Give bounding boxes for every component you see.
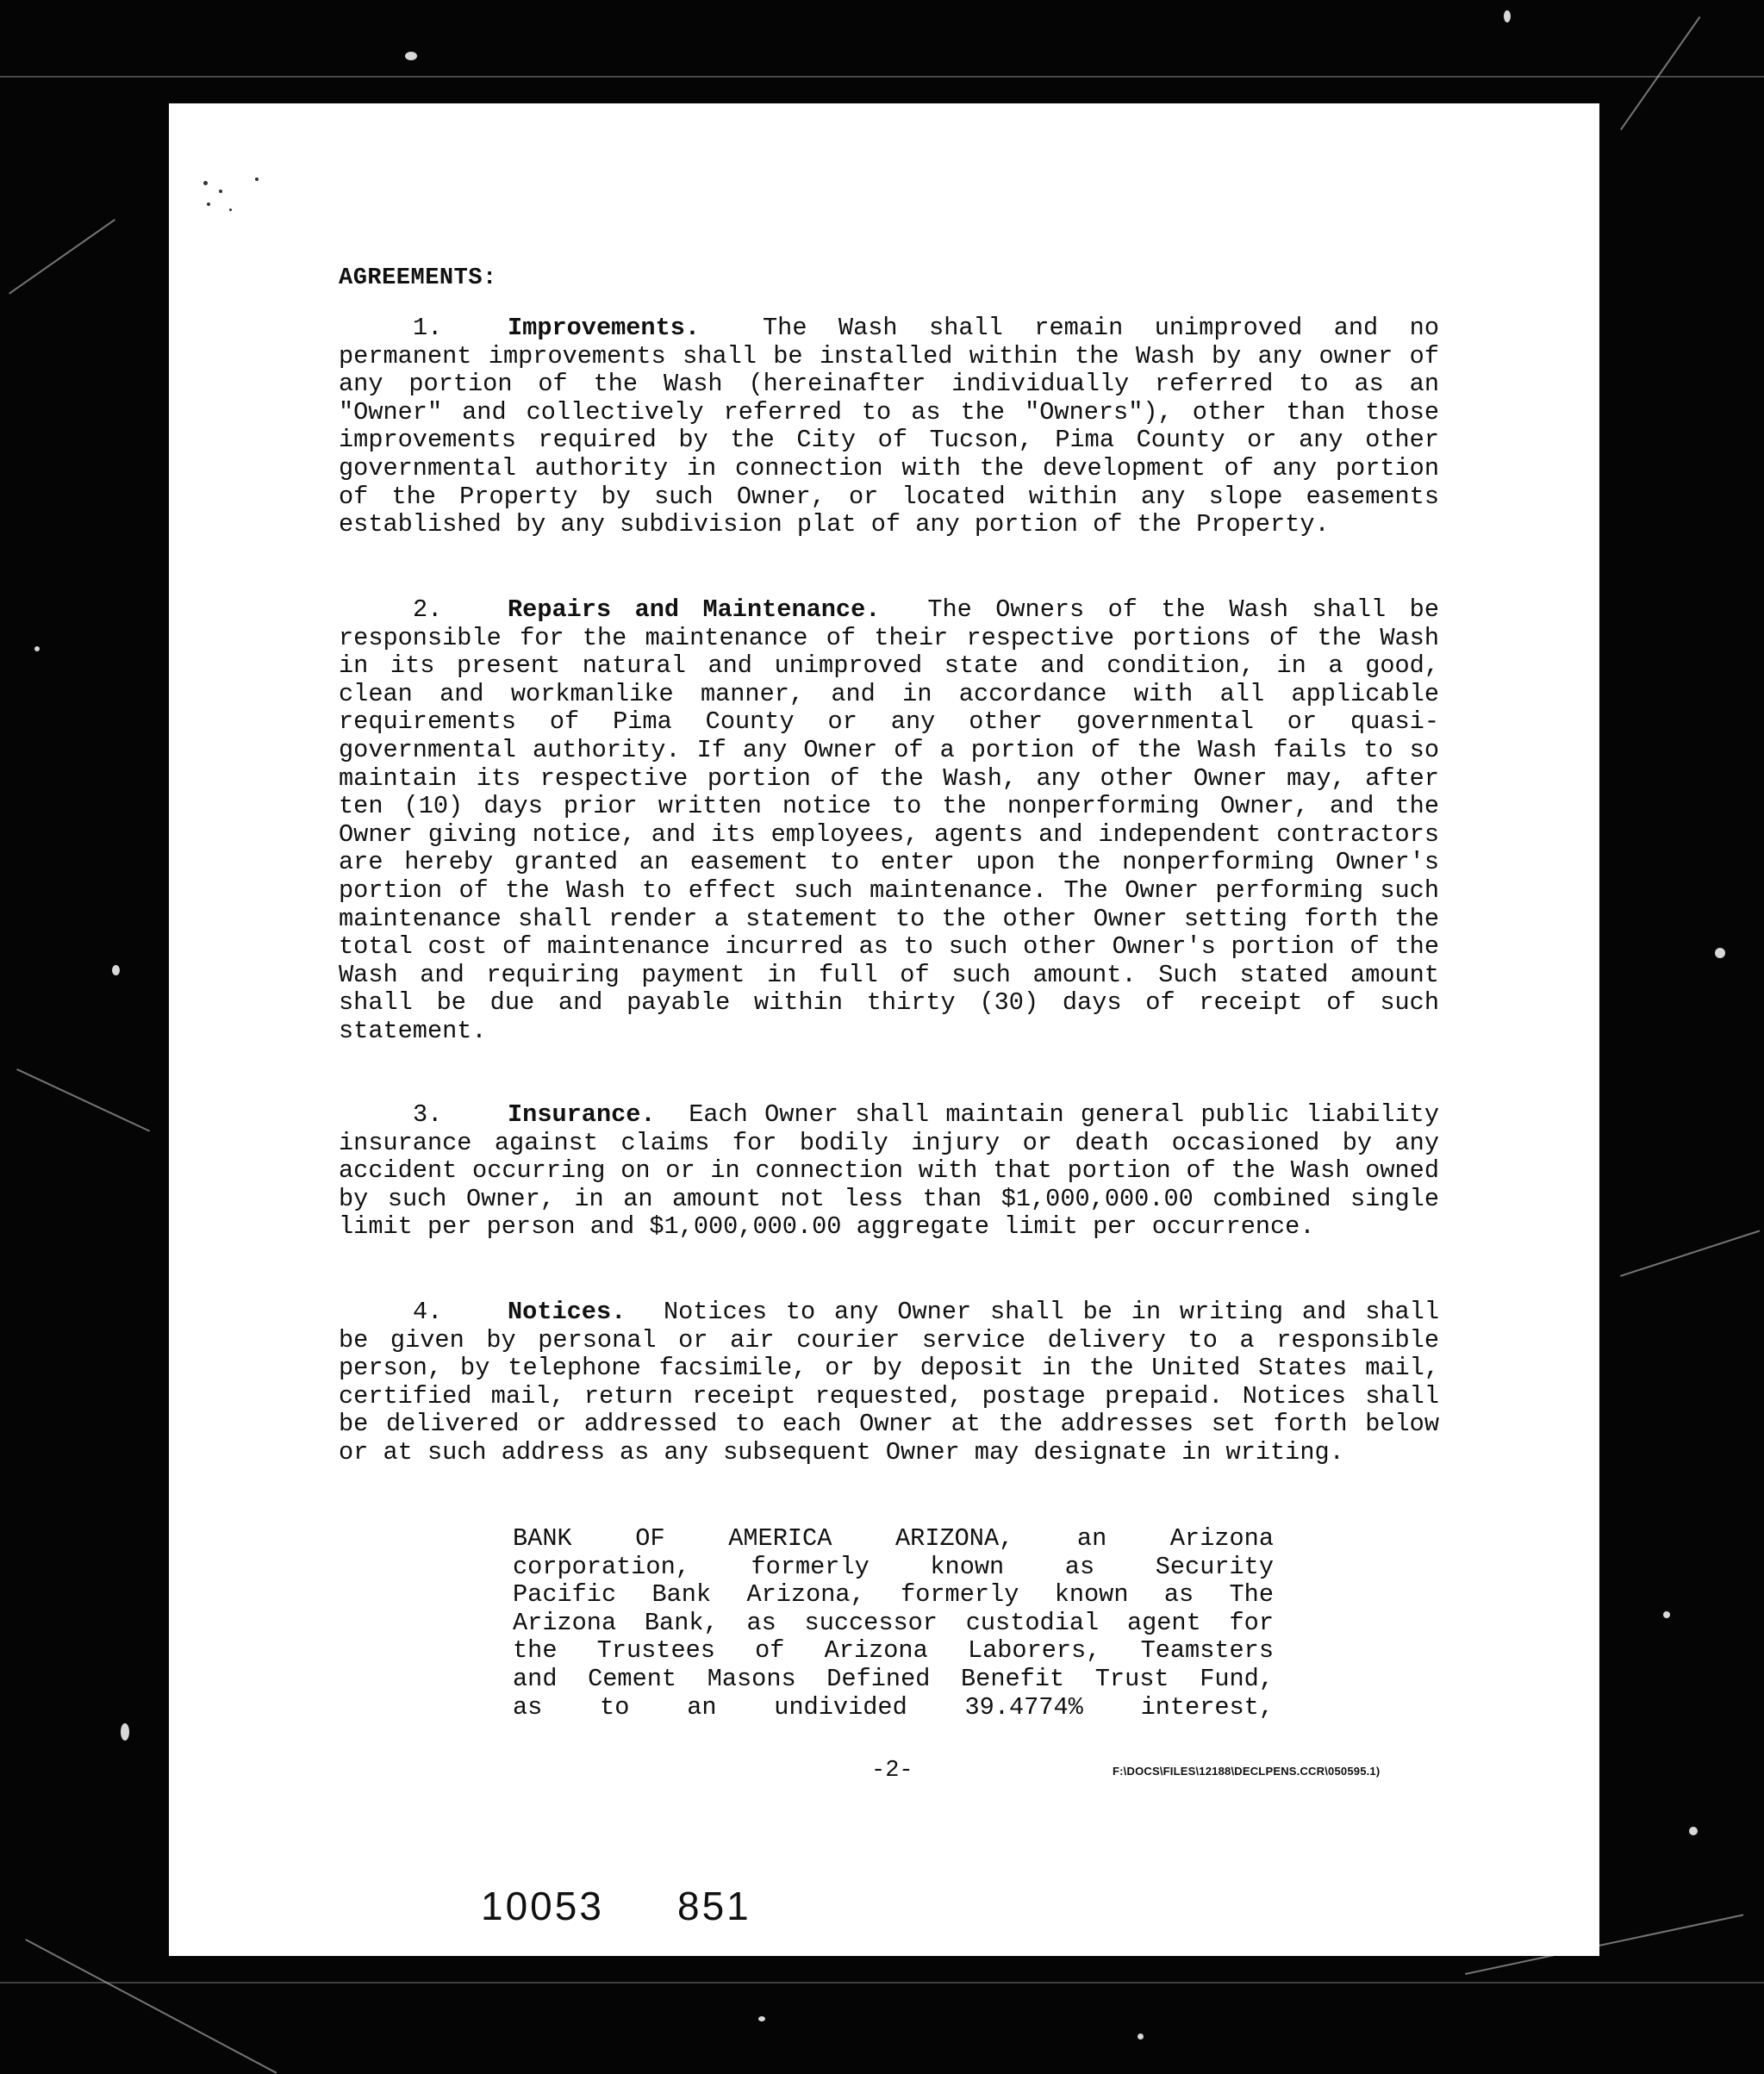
scan-speck [1504,10,1511,22]
section-title: Improvements. [508,314,701,342]
section-repairs-maintenance [339,596,1439,1046]
scan-scratch [1620,16,1700,130]
scan-speck [1138,2034,1144,2040]
address-line: the Trustees of Arizona Laborers, Teamsters [513,1636,1274,1666]
section-title: Repairs and Maintenance. [508,595,881,624]
page-speck [207,202,210,206]
scan-scratch [0,1982,1764,1984]
section-improvements [339,315,1439,539]
scan-scratch [1620,1230,1760,1276]
address-line: and Cement Masons Defined Benefit Trust Fund, [513,1664,1274,1693]
page-speck [255,178,259,181]
recording-stamp-book: 10053 [481,1884,604,1928]
scan-speck [758,2016,765,2021]
recording-stamp-page: 851 [677,1884,751,1928]
scan-speck [34,646,40,651]
page-number: -2- [871,1758,913,1784]
address-line: Pacific Bank Arizona, formerly known as The [513,1580,1274,1610]
scan-speck [405,52,417,60]
address-line: as to an undivided 39.4774% interest, [513,1692,1274,1722]
section-text: The Owners of the Wash shall be responsible for the maintenance of their respective portions of the Wash in its present natural and unimproved state and condition, in a good, clean and workmanlike manner, and in accordance with all applicable requirements of Pima County or any other governmental or quasi-governmental authority. If any Owner of a portion of the Wash fails to so maintain its respective portion of the Wash, any other Owner may, after ten (10) days prior written notice to the nonperforming Owner, and the Owner giving notice, and its employees, agents and independent contractors are hereby granted an easement to enter upon the nonperforming Owner's portion of the Wash to effect such maintenance. The Owner performing such maintenance shall render a statement to the other Owner setting forth the total cost of maintenance incurred as to such other Owner's portion of the Wash and requiring payment in full of such amount. Such stated amount shall be due and payable within thirty (30) days of receipt of such statement. [339,595,1439,1045]
section-number: 4. [413,1298,443,1326]
document-page [169,103,1599,1956]
scan-speck [121,1723,129,1741]
section-title: Notices. [508,1298,626,1326]
scan-scratch [16,1068,150,1132]
page-speck [203,181,208,185]
scan-speck [1663,1611,1670,1618]
scan-speck [1689,1827,1698,1835]
section-number: 2. [413,595,443,624]
section-title: Insurance. [508,1100,656,1129]
scan-scratch [9,219,115,295]
scan-speck [1715,948,1725,958]
page-speck [229,209,232,211]
address-line: corporation, formerly known as Security [513,1552,1274,1581]
scan-scratch [25,1939,277,2074]
section-text: Notices to any Owner shall be in writing and shall be given by personal or air courier service delivery to a responsible person, by telephone facsimile, or by deposit in the United States mail, certified mail, return receipt requested, postage prepaid. Notices shall be delivered or addressed to each Owner at the addresses set forth below or at such address as any subsequent Owner may designate in writing. [339,1298,1439,1467]
section-text: The Wash shall remain unimproved and no permanent improvements shall be installed within the Wash by any owner of any portion of the Wash (hereinafter individually referred to as an "Owner" and collectively referred to as the "Owners"), other than those improvements required by the City of Tucson, Pima County or any other governmental authority in connection with the development of any portion of the Property by such Owner, or located within any slope easements established by any subdivision plat of any portion of the Property. [339,314,1439,539]
section-number: 3. [413,1100,443,1129]
scan-speck [112,965,120,975]
section-number: 1. [413,314,443,342]
notice-address-block [513,1525,1274,1722]
section-insurance [339,1101,1439,1242]
section-text: Each Owner shall maintain general public liability insurance against claims for bodily injury or death occasioned by any accident occurring on or in connection with that portion of the Wash owned by such Owner, in an amount not less than $1,000,000.00 combined single limit per person and $1,000,000.00 aggregate limit per occurrence. [339,1100,1439,1242]
section-notices [339,1299,1439,1467]
agreements-heading: AGREEMENTS: [339,265,497,291]
scan-scratch [0,76,1764,78]
page-speck [219,190,222,193]
address-line: BANK OF AMERICA ARIZONA, an Arizona [513,1524,1274,1553]
address-line: Arizona Bank, as successor custodial agent for [513,1608,1274,1637]
file-path: F:\DOCS\FILES\12188\DECLPENS.CCR\050595.1) [1113,1765,1381,1778]
